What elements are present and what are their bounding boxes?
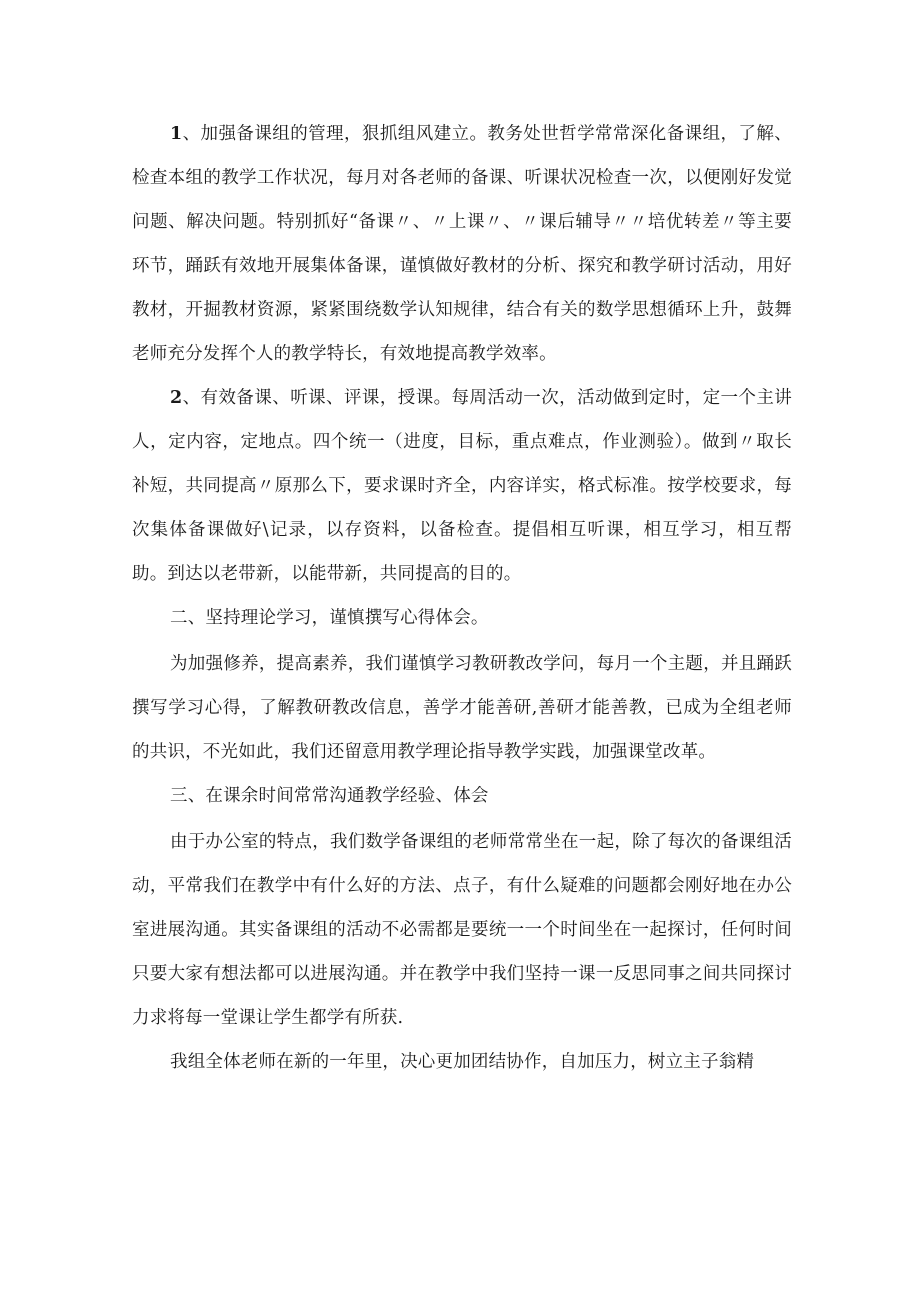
paragraph-1 xyxy=(132,112,792,376)
paragraph-2-text: 、有效备课、听课、评课，授课。每周活动一次，活动做到定时，定一个主讲人，定内容，定地点。四个统一（进度，目标，重点难点，作业测验）。做到〃取长补短，共同提高〃原那么下，要求课时齐全，内容详实，格式标准。按学校要求，每次集体备课做好\记录，以存资料，以备检查。提倡相互听课，相互学习，相互帮助。到达以老带新，以能带新，共同提高的目的。 xyxy=(132,388,792,584)
section-heading-3: 三、在课余时间常常沟通教学经验、体会 xyxy=(170,786,489,806)
paragraph-2-number: 2 xyxy=(170,388,183,408)
paragraph-1-number: 1 xyxy=(170,124,183,144)
document-page xyxy=(132,112,792,1084)
paragraph-5: 我组全体老师在新的一年里，决心更加团结协作，自加压力，树立主子翁精 xyxy=(170,1052,755,1072)
section-heading-2: 二、坚持理论学习，谨慎撰写心得体会。 xyxy=(170,608,489,628)
paragraph-1-text: 、加强备课组的管理，狠抓组风建立。教务处世哲学常常深化备课组，了解、检查本组的教学工作状况，每月对各老师的备课、听课状况检查一次，以便刚好发觉问题、解决问题。特别抓好“备课〃、〃上课〃、〃课后辅导〃〃培优转差〃等主要环节，踊跃有效地开展集体备课，谨慎做好教材的分析、探究和教学研讨活动，用好教材，开掘教材资源，紧紧围绕数学认知规律，结合有关的数学思想循环上升，鼓舞老师充分发挥个人的教学特长，有效地提高教学效率。 xyxy=(132,124,792,364)
paragraph-2 xyxy=(132,376,792,596)
paragraph-4: 由于办公室的特点，我们数学备课组的老师常常坐在一起，除了每次的备课组活动，平常我们在教学中有什么好的方法、点子，有什么疑难的问题都会刚好地在办公室进展沟通。其实备课组的活动不必需都是要统一一个时间坐在一起探讨，任何时间只要大家有想法都可以进展沟通。并在教学中我们坚持一课一反思同事之间共同探讨力求将每一堂课让学生都学有所获. xyxy=(132,832,792,1028)
paragraph-3: 为加强修养，提高素养，我们谨慎学习教研教改学问，每月一个主题，并且踊跃撰写学习心得，了解教研教改信息，善学才能善研,善研才能善教，已成为全组老师的共识，不光如此，我们还留意用教学理论指导教学实践，加强课堂改革。 xyxy=(132,654,792,762)
